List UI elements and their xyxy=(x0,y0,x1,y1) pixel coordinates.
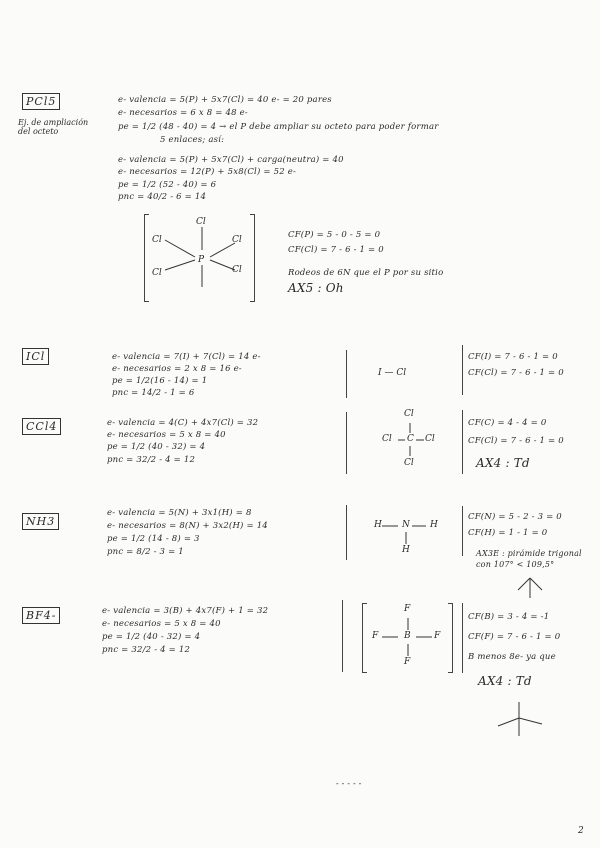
bf4-line: pe = 1/2 (40 - 32) = 4 xyxy=(102,632,201,642)
pcl5-label: PCl5 xyxy=(26,95,57,108)
pcl5-side-note xyxy=(18,118,88,136)
pcl5-atom-p: P xyxy=(198,255,205,265)
page-number: 2 xyxy=(578,826,584,836)
pcl5-atom-cl: Cl xyxy=(232,235,242,245)
structure-bracket-left xyxy=(362,603,367,673)
bf4-geometry: AX4 : Td xyxy=(478,674,532,688)
icl-line: e- valencia = 7(I) + 7(Cl) = 14 e- xyxy=(112,352,261,362)
icl-atom-cl: Cl xyxy=(396,368,407,378)
bf4-label-box xyxy=(22,607,60,624)
icl-atom-i: I xyxy=(378,368,382,378)
bf4-label: BF4- xyxy=(26,609,57,622)
ccl4-atom-cl: Cl xyxy=(404,409,414,419)
section-divider xyxy=(462,410,463,474)
ccl4-label-box xyxy=(22,418,61,435)
ccl4-line: pnc = 32/2 - 4 = 12 xyxy=(107,455,196,465)
pcl5-line: e- necesarios = 12(P) + 5x8(Cl) = 52 e- xyxy=(118,167,297,177)
bf4-note-line: B menos 8e- ya que xyxy=(468,652,556,662)
nh3-label: NH3 xyxy=(26,515,56,528)
nh3-label-box xyxy=(22,513,59,530)
ccl4-line: e- valencia = 4(C) + 4x7(Cl) = 32 xyxy=(107,418,259,428)
pcl5-charge-line: CF(P) = 5 - 0 - 5 = 0 xyxy=(288,230,381,240)
pcl5-line: pe = 1/2 (52 - 40) = 6 xyxy=(118,180,217,190)
section-divider xyxy=(342,600,343,672)
pcl5-line: pnc = 40/2 - 6 = 14 xyxy=(118,192,207,202)
section-divider xyxy=(462,603,463,673)
bf4-line: e- necesarios = 5 x 8 = 40 xyxy=(102,619,221,629)
ccl4-line: pe = 1/2 (40 - 32) = 4 xyxy=(107,442,206,452)
pcl5-label-box xyxy=(22,93,60,110)
side-note-line: Ej. de ampliación xyxy=(18,118,89,127)
pcl5-atom-cl: Cl xyxy=(196,217,206,227)
nh3-line: pnc = 8/2 - 3 = 1 xyxy=(107,547,184,557)
icl-line: e- necesarios = 2 x 8 = 16 e- xyxy=(112,364,242,374)
side-note-line: del octeto xyxy=(18,127,59,136)
nh3-atom-n: N xyxy=(402,520,410,530)
pcl5-line: e- valencia = 5(P) + 5x7(Cl) + carga(neutra) = 40 xyxy=(118,155,344,165)
pcl5-atom-cl: Cl xyxy=(152,235,162,245)
footer-marks: - - - - - xyxy=(336,779,362,788)
bf4-line: e- valencia = 3(B) + 4x7(F) + 1 = 32 xyxy=(102,606,269,616)
icl-structure xyxy=(378,368,406,378)
icl-charge-line: CF(Cl) = 7 - 6 - 1 = 0 xyxy=(468,368,564,378)
bf4-atom-b: B xyxy=(404,631,411,641)
nh3-pyramid-sketch xyxy=(510,572,550,608)
ccl4-atom-cl: Cl xyxy=(404,458,414,468)
icl-bond: — xyxy=(384,368,394,378)
section-divider xyxy=(346,350,347,398)
nh3-atom-h: H xyxy=(430,520,438,530)
pcl5-geometry: AX5 : Oh xyxy=(288,281,344,295)
nh3-charge-line: CF(H) = 1 - 1 = 0 xyxy=(468,528,548,538)
nh3-line: pe = 1/2 (14 - 8) = 3 xyxy=(107,534,200,544)
icl-line: pe = 1/2(16 - 14) = 1 xyxy=(112,376,208,386)
pcl5-line: 5 enlaces; así: xyxy=(160,135,225,145)
nh3-geometry: AX3E : pirámide trigonal xyxy=(476,549,582,558)
structure-bracket-right xyxy=(250,214,255,302)
pcl5-line: e- valencia = 5(P) + 5x7(Cl) = 40 e- = 20 pares xyxy=(118,95,332,105)
section-divider xyxy=(346,505,347,560)
ccl4-atom-cl: Cl xyxy=(382,434,392,444)
icl-line: pnc = 14/2 - 1 = 6 xyxy=(112,388,195,398)
bf4-charge-line: CF(B) = 3 - 4 = -1 xyxy=(468,612,550,622)
pcl5-atom-cl: Cl xyxy=(232,265,242,275)
section-divider xyxy=(462,506,463,556)
icl-label: ICl xyxy=(26,350,46,363)
section-divider xyxy=(462,345,463,395)
ccl4-line: e- necesarios = 5 x 8 = 40 xyxy=(107,430,226,440)
ccl4-atom-cl: Cl xyxy=(425,434,435,444)
pcl5-line: e- necesarios = 6 x 8 = 48 e- xyxy=(118,108,248,118)
ccl4-charge-line: CF(C) = 4 - 4 = 0 xyxy=(468,418,547,428)
bf4-atom-f: F xyxy=(404,657,411,667)
bf4-atom-f: F xyxy=(404,604,411,614)
pcl5-charge-line: CF(Cl) = 7 - 6 - 1 = 0 xyxy=(288,245,384,255)
bf4-atom-f: F xyxy=(372,631,379,641)
nh3-atom-h: H xyxy=(402,545,410,555)
ccl4-geometry: AX4 : Td xyxy=(476,456,530,470)
nh3-line: e- valencia = 5(N) + 3x1(H) = 8 xyxy=(107,508,252,518)
bf4-line: pnc = 32/2 - 4 = 12 xyxy=(102,645,191,655)
bf4-tetrahedron-sketch xyxy=(484,696,554,746)
nh3-charge-line: CF(N) = 5 - 2 - 3 = 0 xyxy=(468,512,562,522)
structure-bracket-left xyxy=(144,214,149,302)
nh3-geometry: con 107° < 109,5° xyxy=(476,560,555,569)
pcl5-line: pe = 1/2 (48 - 40) = 4 → el P debe ampliar su octeto para poder formar xyxy=(118,122,439,132)
icl-charge-line: CF(I) = 7 - 6 - 1 = 0 xyxy=(468,352,558,362)
icl-label-box xyxy=(22,348,49,365)
ccl4-atom-c: C xyxy=(407,434,414,444)
ccl4-charge-line: CF(Cl) = 7 - 6 - 1 = 0 xyxy=(468,436,564,446)
pcl5-note-line: Rodeos de 6N que el P por su sitio xyxy=(288,268,444,278)
bf4-atom-f: F xyxy=(434,631,441,641)
ccl4-label: CCl4 xyxy=(26,420,58,433)
section-divider xyxy=(346,412,347,474)
pcl5-atom-cl: Cl xyxy=(152,268,162,278)
nh3-line: e- necesarios = 8(N) + 3x2(H) = 14 xyxy=(107,521,268,531)
bf4-charge-line: CF(F) = 7 - 6 - 1 = 0 xyxy=(468,632,561,642)
nh3-atom-h: H xyxy=(374,520,382,530)
